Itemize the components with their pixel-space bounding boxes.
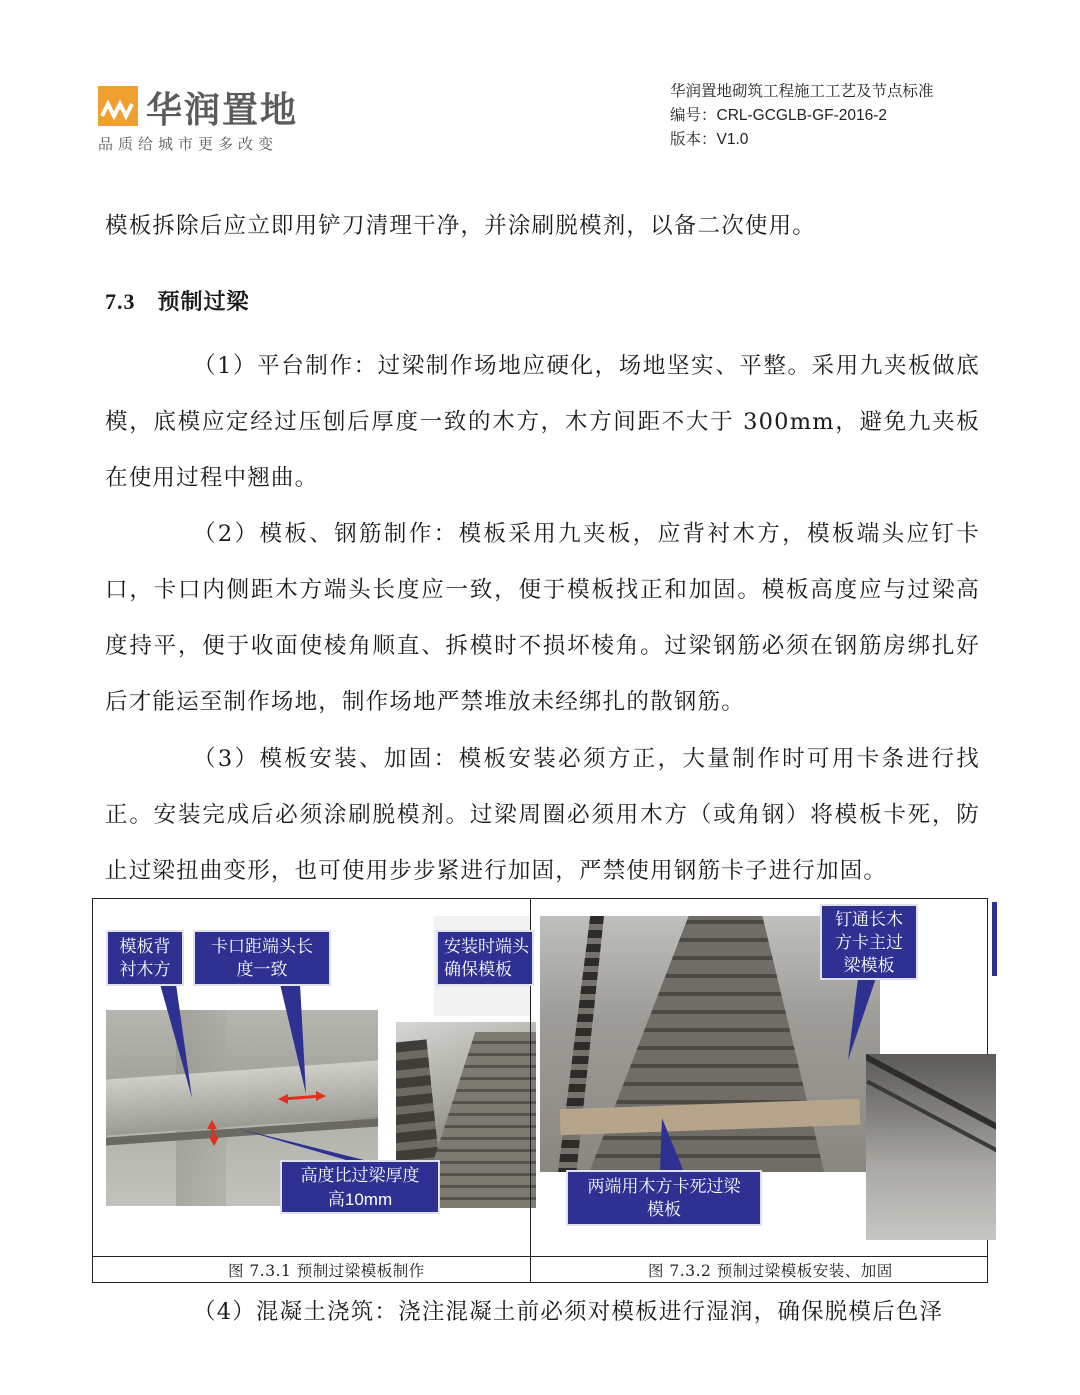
- company-name: 华润置地: [146, 90, 299, 131]
- section-title: 预制过梁: [157, 289, 250, 315]
- callout-backing-timber: 模板背 衬木方: [106, 930, 184, 986]
- callout-notch-distance: 卡口距端头长 度一致: [193, 930, 331, 986]
- document-meta: [670, 80, 934, 152]
- document-code: 编号：CRL-GCGLB-GF-2016-2: [670, 107, 888, 124]
- callout-end-clamping: 两端用木方卡死过梁 模板: [566, 1170, 762, 1226]
- paragraph-4: （4）混凝土浇筑：浇注混凝土前必须对模板进行湿润，确保脱模后色泽: [193, 1299, 944, 1325]
- paragraph-1: （1）平台制作：过梁制作场地应硬化，场地坚实、平整。采用九夹板做底模，底模应定经过压刨后厚度一致的木方，木方间距不大于 300mm，避免九夹板在使用过程中翘曲。: [105, 353, 980, 491]
- document-title: 华润置地砌筑工程施工工艺及节点标准: [670, 83, 934, 100]
- paragraph-2: （2）模板、钢筋制作：模板采用九夹板，应背衬木方，模板端头应钉卡口，卡口内侧距木方端头长度应一致，便于模板找正和加固。模板高度应与过梁高度持平，便于收面使棱角顺直、拆模时不损坏棱角。过梁钢筋必须在钢筋房绑扎好后才能运至制作场地，制作场地严禁堆放未经绑扎的散钢筋。: [105, 521, 980, 715]
- section-number: 7.3: [105, 289, 136, 314]
- figure-caption-left: 图 7.3.1 预制过梁模板制作: [228, 1262, 425, 1280]
- document-version: 版本：V1.0: [670, 131, 749, 148]
- company-logo-icon: [98, 86, 138, 126]
- callout-height-difference: 高度比过梁厚度 高10mm: [280, 1160, 440, 1214]
- intro-paragraph: 模板拆除后应立即用铲刀清理干净，并涂刷脱模剂，以备二次使用。: [105, 213, 817, 239]
- paragraph-3: （3）模板安装、加固：模板安装必须方正，大量制作时可用卡条进行找正。安装完成后必须涂刷脱模剂。过梁周圈必须用木方（或角钢）将模板卡死，防止过梁扭曲变形，也可使用步步紧进行加固，严禁使用钢筋卡子进行加固。: [105, 746, 980, 884]
- callout-install-end: 安装时端头 确保模板: [436, 930, 534, 986]
- formwork-photo-4: [866, 1054, 996, 1240]
- callout-cut-edge: [992, 902, 997, 976]
- callout-long-timber: 钉通长木 方卡主过 梁模板: [820, 904, 918, 980]
- figure-divider-horizontal: [92, 1256, 988, 1257]
- company-slogan: 品质给城市更多改变: [98, 135, 279, 153]
- figure-caption-right: 图 7.3.2 预制过梁模板安装、加固: [648, 1262, 893, 1280]
- section-heading: [105, 285, 250, 316]
